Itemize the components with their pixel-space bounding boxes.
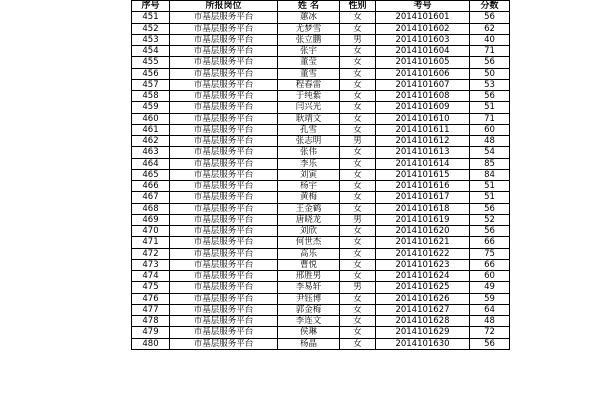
cell-seq: 480	[132, 338, 170, 349]
cell-exam-no: 2014101612	[376, 136, 470, 147]
table-row	[132, 271, 510, 282]
cell-exam-no: 2014101608	[376, 91, 470, 102]
cell-position: 市基层服务平台	[170, 304, 278, 315]
cell-score: 51	[470, 181, 510, 192]
cell-score: 56	[470, 226, 510, 237]
table-row	[132, 46, 510, 57]
cell-gender: 女	[340, 338, 376, 349]
cell-seq: 472	[132, 248, 170, 259]
cell-name: 何世杰	[278, 237, 340, 248]
table-row	[132, 113, 510, 124]
cell-position: 市基层服务平台	[170, 293, 278, 304]
header-row	[132, 1, 510, 12]
cell-position: 市基层服务平台	[170, 57, 278, 68]
cell-position: 市基层服务平台	[170, 338, 278, 349]
cell-seq: 470	[132, 226, 170, 237]
table-row	[132, 12, 510, 23]
cell-exam-no: 2014101616	[376, 181, 470, 192]
score-table	[131, 0, 510, 350]
cell-seq: 469	[132, 214, 170, 225]
cell-gender: 女	[340, 12, 376, 23]
cell-gender: 男	[340, 136, 376, 147]
cell-score: 56	[470, 91, 510, 102]
cell-name: 孔雪	[278, 124, 340, 135]
cell-score: 56	[470, 338, 510, 349]
cell-exam-no: 2014101630	[376, 338, 470, 349]
cell-name: 李易轩	[278, 282, 340, 293]
cell-seq: 473	[132, 259, 170, 270]
cell-seq: 458	[132, 91, 170, 102]
table-row	[132, 237, 510, 248]
table-row	[132, 124, 510, 135]
cell-name: 耿靖文	[278, 113, 340, 124]
cell-seq: 476	[132, 293, 170, 304]
cell-score: 50	[470, 68, 510, 79]
cell-name: 张志明	[278, 136, 340, 147]
cell-exam-no: 2014101622	[376, 248, 470, 259]
cell-gender: 女	[340, 248, 376, 259]
cell-name: 侯琳	[278, 327, 340, 338]
cell-position: 市基层服务平台	[170, 181, 278, 192]
table-row	[132, 57, 510, 68]
cell-score: 53	[470, 79, 510, 90]
cell-gender: 男	[340, 214, 376, 225]
cell-position: 市基层服务平台	[170, 136, 278, 147]
cell-exam-no: 2014101620	[376, 226, 470, 237]
table-row	[132, 214, 510, 225]
cell-exam-no: 2014101613	[376, 147, 470, 158]
cell-score: 71	[470, 46, 510, 57]
cell-gender: 女	[340, 181, 376, 192]
cell-exam-no: 2014101628	[376, 316, 470, 327]
cell-exam-no: 2014101607	[376, 79, 470, 90]
cell-gender: 女	[340, 271, 376, 282]
cell-seq: 465	[132, 169, 170, 180]
cell-position: 市基层服务平台	[170, 79, 278, 90]
cell-score: 85	[470, 158, 510, 169]
cell-seq: 459	[132, 102, 170, 113]
cell-name: 李乐	[278, 158, 340, 169]
table-row	[132, 34, 510, 45]
cell-name: 张伟	[278, 147, 340, 158]
cell-seq: 457	[132, 79, 170, 90]
cell-gender: 女	[340, 203, 376, 214]
cell-exam-no: 2014101624	[376, 271, 470, 282]
cell-seq: 462	[132, 136, 170, 147]
cell-exam-no: 2014101623	[376, 259, 470, 270]
cell-exam-no: 2014101618	[376, 203, 470, 214]
cell-seq: 463	[132, 147, 170, 158]
cell-score: 49	[470, 282, 510, 293]
table-row	[132, 226, 510, 237]
cell-gender: 女	[340, 91, 376, 102]
cell-gender: 女	[340, 23, 376, 34]
cell-exam-no: 2014101604	[376, 46, 470, 57]
cell-score: 71	[470, 113, 510, 124]
cell-position: 市基层服务平台	[170, 214, 278, 225]
cell-name: 李连文	[278, 316, 340, 327]
cell-gender: 女	[340, 102, 376, 113]
cell-score: 66	[470, 259, 510, 270]
cell-seq: 477	[132, 304, 170, 315]
cell-seq: 471	[132, 237, 170, 248]
cell-seq: 474	[132, 271, 170, 282]
table-row	[132, 192, 510, 203]
cell-name: 曹悦	[278, 259, 340, 270]
cell-gender: 女	[340, 113, 376, 124]
table-row	[132, 158, 510, 169]
cell-name: 刘寅	[278, 169, 340, 180]
table-row	[132, 316, 510, 327]
cell-position: 市基层服务平台	[170, 12, 278, 23]
cell-name: 张宇	[278, 46, 340, 57]
cell-exam-no: 2014101629	[376, 327, 470, 338]
cell-score: 60	[470, 124, 510, 135]
cell-position: 市基层服务平台	[170, 147, 278, 158]
cell-position: 市基层服务平台	[170, 271, 278, 282]
header-gender: 性别	[340, 1, 376, 12]
cell-score: 52	[470, 214, 510, 225]
table-row	[132, 293, 510, 304]
cell-position: 市基层服务平台	[170, 91, 278, 102]
table-row	[132, 79, 510, 90]
cell-gender: 女	[340, 57, 376, 68]
cell-seq: 468	[132, 203, 170, 214]
cell-score: 54	[470, 147, 510, 158]
cell-position: 市基层服务平台	[170, 102, 278, 113]
table-row	[132, 91, 510, 102]
cell-position: 市基层服务平台	[170, 46, 278, 57]
table-row	[132, 203, 510, 214]
cell-name: 张立鹏	[278, 34, 340, 45]
table-row	[132, 304, 510, 315]
cell-seq: 479	[132, 327, 170, 338]
cell-gender: 女	[340, 327, 376, 338]
cell-gender: 女	[340, 147, 376, 158]
cell-position: 市基层服务平台	[170, 237, 278, 248]
cell-seq: 467	[132, 192, 170, 203]
cell-exam-no: 2014101619	[376, 214, 470, 225]
cell-score: 56	[470, 203, 510, 214]
table-row	[132, 338, 510, 349]
cell-exam-no: 2014101603	[376, 34, 470, 45]
table-row	[132, 282, 510, 293]
cell-seq: 464	[132, 158, 170, 169]
cell-name: 尹钰博	[278, 293, 340, 304]
cell-name: 黄梅	[278, 192, 340, 203]
cell-exam-no: 2014101611	[376, 124, 470, 135]
cell-gender: 女	[340, 237, 376, 248]
cell-name: 程春雷	[278, 79, 340, 90]
cell-gender: 女	[340, 79, 376, 90]
cell-score: 62	[470, 23, 510, 34]
header-score: 分数	[470, 1, 510, 12]
cell-exam-no: 2014101601	[376, 12, 470, 23]
cell-gender: 女	[340, 304, 376, 315]
cell-position: 市基层服务平台	[170, 158, 278, 169]
cell-score: 59	[470, 293, 510, 304]
table-row	[132, 169, 510, 180]
cell-seq: 456	[132, 68, 170, 79]
cell-exam-no: 2014101606	[376, 68, 470, 79]
cell-gender: 男	[340, 282, 376, 293]
table-row	[132, 259, 510, 270]
cell-exam-no: 2014101626	[376, 293, 470, 304]
cell-score: 40	[470, 34, 510, 45]
cell-gender: 女	[340, 169, 376, 180]
header-seq: 序号	[132, 1, 170, 12]
cell-name: 于纯紫	[278, 91, 340, 102]
cell-position: 市基层服务平台	[170, 327, 278, 338]
cell-seq: 466	[132, 181, 170, 192]
cell-name: 闫兴光	[278, 102, 340, 113]
cell-seq: 453	[132, 34, 170, 45]
cell-gender: 女	[340, 158, 376, 169]
cell-exam-no: 2014101609	[376, 102, 470, 113]
cell-name: 郭金梅	[278, 304, 340, 315]
cell-exam-no: 2014101614	[376, 158, 470, 169]
cell-score: 64	[470, 304, 510, 315]
cell-position: 市基层服务平台	[170, 34, 278, 45]
cell-gender: 女	[340, 192, 376, 203]
cell-name: 董雪	[278, 68, 340, 79]
cell-gender: 女	[340, 316, 376, 327]
cell-exam-no: 2014101615	[376, 169, 470, 180]
cell-seq: 454	[132, 46, 170, 57]
cell-score: 60	[470, 271, 510, 282]
header-name: 姓 名	[278, 1, 340, 12]
cell-score: 56	[470, 57, 510, 68]
cell-seq: 452	[132, 23, 170, 34]
cell-seq: 455	[132, 57, 170, 68]
cell-score: 72	[470, 327, 510, 338]
cell-seq: 475	[132, 282, 170, 293]
cell-position: 市基层服务平台	[170, 259, 278, 270]
cell-gender: 女	[340, 124, 376, 135]
cell-name: 王金鹤	[278, 203, 340, 214]
cell-score: 75	[470, 248, 510, 259]
cell-name: 邢胜男	[278, 271, 340, 282]
cell-exam-no: 2014101602	[376, 23, 470, 34]
table-row	[132, 68, 510, 79]
cell-position: 市基层服务平台	[170, 192, 278, 203]
cell-score: 51	[470, 192, 510, 203]
table-row	[132, 327, 510, 338]
cell-score: 51	[470, 102, 510, 113]
cell-score: 48	[470, 316, 510, 327]
cell-gender: 女	[340, 46, 376, 57]
cell-position: 市基层服务平台	[170, 113, 278, 124]
cell-score: 48	[470, 136, 510, 147]
cell-exam-no: 2014101605	[376, 57, 470, 68]
cell-name: 杨晶	[278, 338, 340, 349]
cell-name: 高乐	[278, 248, 340, 259]
table-row	[132, 248, 510, 259]
header-position: 所报岗位	[170, 1, 278, 12]
cell-exam-no: 2014101627	[376, 304, 470, 315]
cell-position: 市基层服务平台	[170, 282, 278, 293]
cell-name: 董莹	[278, 57, 340, 68]
cell-score: 84	[470, 169, 510, 180]
cell-seq: 461	[132, 124, 170, 135]
cell-score: 66	[470, 237, 510, 248]
table-row	[132, 147, 510, 158]
table-row	[132, 181, 510, 192]
cell-exam-no: 2014101621	[376, 237, 470, 248]
cell-seq: 451	[132, 12, 170, 23]
cell-score: 56	[470, 12, 510, 23]
cell-name: 刘欣	[278, 226, 340, 237]
cell-position: 市基层服务平台	[170, 169, 278, 180]
cell-exam-no: 2014101610	[376, 113, 470, 124]
cell-exam-no: 2014101625	[376, 282, 470, 293]
cell-position: 市基层服务平台	[170, 124, 278, 135]
cell-name: 蕙冰	[278, 12, 340, 23]
table-row	[132, 102, 510, 113]
cell-gender: 女	[340, 68, 376, 79]
cell-seq: 478	[132, 316, 170, 327]
cell-position: 市基层服务平台	[170, 316, 278, 327]
cell-name: 唐晓龙	[278, 214, 340, 225]
cell-name: 尤梦雪	[278, 23, 340, 34]
cell-position: 市基层服务平台	[170, 23, 278, 34]
cell-exam-no: 2014101617	[376, 192, 470, 203]
header-exam-no: 考号	[376, 1, 470, 12]
cell-gender: 女	[340, 293, 376, 304]
cell-gender: 女	[340, 259, 376, 270]
cell-position: 市基层服务平台	[170, 68, 278, 79]
cell-position: 市基层服务平台	[170, 248, 278, 259]
cell-position: 市基层服务平台	[170, 203, 278, 214]
cell-seq: 460	[132, 113, 170, 124]
cell-name: 杨宇	[278, 181, 340, 192]
cell-gender: 男	[340, 34, 376, 45]
cell-position: 市基层服务平台	[170, 226, 278, 237]
table-row	[132, 23, 510, 34]
cell-gender: 女	[340, 226, 376, 237]
table-row	[132, 136, 510, 147]
